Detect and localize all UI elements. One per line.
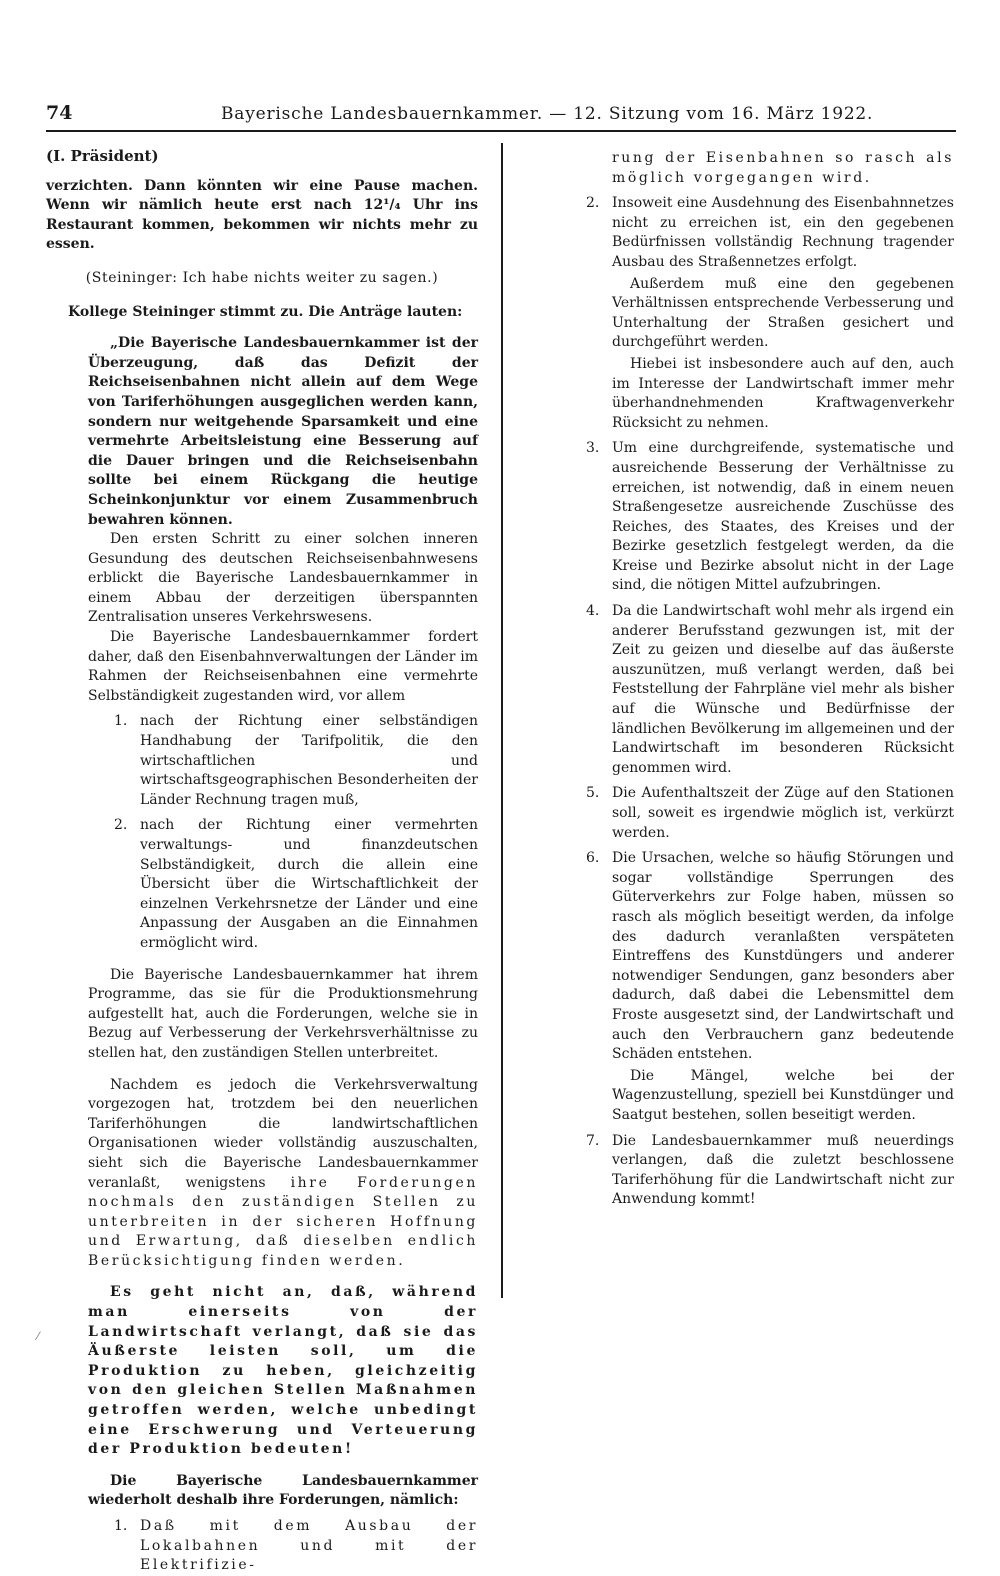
demand-item <box>586 602 954 778</box>
list-number: 7. <box>586 1132 600 1149</box>
spaced-text: ihre Forderungen nochmals den zuständigen Stellen zu unterbreiten in der sicheren Hoffnung und Erwartung, daß dieselben endlich Berücksichtigung finden werden. <box>88 1174 478 1269</box>
list-subparagraph: Die Mängel, welche bei der Wagenzustellung, speziell bei Kunstdünger und Saatgut bestehen, sollen beseitigt werden. <box>612 1067 954 1123</box>
continued-text: rung der Eisenbahnen so rasch als möglich vorgegangen wird. <box>612 150 954 186</box>
list-text: Daß mit dem Ausbau der Lokalbahnen und mit der Elektrifizie- <box>140 1518 478 1574</box>
list-text-main: Da die Landwirtschaft wohl mehr als irgend ein anderer Berufsstand gezwungen ist, mit der Zeit zu geizen und dieselbe auf das äußerste auszunützen, muß verlangt werden, daß bei Feststellung der Fahrpläne viel mehr als bisher auf die Wünsche und Bedürfnisse der ländlichen Bevölkerung im allgemeinen und der Landwirtschaft im besonderen Rücksicht genommen wird. <box>612 603 954 776</box>
motions-intro: Kollege Steininger stimmt zu. Die Anträge lauten: <box>68 303 463 320</box>
list-text-main: Insoweit eine Ausdehnung des Eisenbahnnetzes nicht zu erreichen ist, ein den gegebenen Bedürfnissen vollständig Rechnung tragender Ausbau des Straßennetzes erfolgt. <box>612 195 954 270</box>
list-number: 6. <box>586 850 600 867</box>
list-text <box>612 784 954 843</box>
list-number: 4. <box>586 603 600 620</box>
margin-mark: ⁄ <box>37 1330 39 1343</box>
list-text <box>612 194 954 433</box>
list-text-main: Die Landesbauernkammer muß neuerdings verlangen, daß die zuletzt beschlossene Tariferhöhung für die Landwirtschaft nicht zur Anwendung kommt! <box>612 1132 954 1208</box>
quote-paragraph: Die Bayerische Landesbauernkammer hat ihrem Programme, das sie für die Produktionsmehrung aufgestellt hat, auch die Forderungen, welche sie in Bezug auf Verbesserung der Verkehrsverhältnisse zu stellen hat, den zuständigen Stellen unterbreitet. <box>88 966 478 1061</box>
list-text-main: Die Ursachen, welche so häufig Störungen und sogar vollständige Sperrungen des Güterverkehrs zur Folge haben, müssen so rasch als möglich beseitigt werden, da infolge des dadurch veranlaßten verspäteten Eintreffens des Kunstdüngers und anderer notwendiger Sendungen, ganz besonders aber dadurch, daß dabei die Lebensmittel dem Froste ausgesetzt sind, der Landwirtschaft und auch den Verbrauchern ganz bedeutende Schäden entstehen. <box>612 850 954 1063</box>
list-text-main: Um eine durchgreifende, systematische und ausreichende Besserung der Verhältnisse zu erreichen, ist notwendig, daß in einem neuen Straßengesetze ausreichende Zuschüsse des Reiches, des Staates, des Kreises und der Bezirke gesetzlich festgelegt werden, da die Kreise und Bezirke absolut nicht in der Lage sind, die nötigen Mittel aufzubringen. <box>612 440 954 594</box>
motion-quote <box>88 334 478 1576</box>
list-number: 1. <box>114 1518 128 1534</box>
list-subparagraph: Hiebei ist insbesondere auch auf den, auch im Interesse der Landwirtschaft immer mehr überhandnehmenden Kraftwagenverkehr Rücksicht zu nehmen. <box>612 355 954 431</box>
demand-item <box>586 1132 954 1210</box>
quote-paragraph: Die Bayerische Landesbauernkammer wiederholt deshalb ihre Forderungen, nämlich: <box>88 1472 478 1509</box>
list-number: 2. <box>114 817 128 834</box>
list-text <box>612 849 954 1125</box>
interjection: (Steininger: Ich habe nichts weiter zu sagen.) <box>85 269 439 286</box>
column-divider <box>501 143 503 1298</box>
right-column <box>586 149 954 1210</box>
quote-paragraph: „Die Bayerische Landesbauernkammer ist der Überzeugung, daß das Defizit der Reichseisenbahnen nicht allein auf dem Wege von Tariferhöhungen ausgeglichen werden kann, sondern nur weitgehende Sparsamkeit und eine vermehrte Arbeitsleistung eine Besserung auf die Dauer bringen und die Reichseisenbahn sollte bei einem Rückgang die heutige Scheinkonjunktur vor einem Zusammenbruch bewahren können. <box>88 335 478 528</box>
quote-paragraph <box>88 1076 478 1272</box>
page-header <box>46 100 956 132</box>
list-text <box>612 1132 954 1210</box>
left-column <box>46 147 478 1576</box>
running-title: Bayerische Landesbauernkammer. — 12. Sitzung vom 16. März 1922. <box>221 104 874 124</box>
list-number: 1. <box>114 713 128 730</box>
quote-paragraph: Es geht nicht an, daß, während man einerseits von der Landwirtschaft verlangt, daß sie das Äußerste leisten soll, um die Produktion zu heben, gleichzeitig von den gleichen Stellen Maßnahmen getroffen werden, welche unbedingt eine Erschwerung und Verteuerung der Produktion bedeuten! <box>88 1284 478 1458</box>
quote-paragraph: Die Bayerische Landesbauernkammer fordert daher, daß den Eisenbahnverwaltungen der Länder im Rahmen der Reichseisenbahnen eine vermehrte Selbständigkeit zugestanden wird, vor allem <box>88 629 478 704</box>
demand-item <box>586 194 954 433</box>
demand-item <box>586 849 954 1125</box>
speaker-tag: (I. Präsident) <box>46 147 159 165</box>
list-text <box>612 439 954 596</box>
quote-list-item <box>114 816 478 953</box>
quote-list-item <box>114 712 478 810</box>
demand-item <box>586 784 954 843</box>
list-text <box>612 602 954 778</box>
list-subparagraph: Außerdem muß eine den gegebenen Verhältnissen entsprechende Verbesserung und Unterhaltung der Straßen gesichert und durchgeführt werden. <box>612 275 954 351</box>
list-text: nach der Richtung einer selbständigen Handhabung der Tarifpolitik, die den wirtschaftlichen und wirtschaftsgeographischen Besonderheiten der Länder Rechnung tragen muß, <box>140 713 478 808</box>
page-number: 74 <box>46 102 73 124</box>
list-number: 5. <box>586 785 600 802</box>
list-text-main: Die Aufenthaltszeit der Züge auf den Stationen soll, soweit es irgendwie möglich ist, verkürzt werden. <box>612 785 954 841</box>
demand-item-start <box>114 1517 478 1576</box>
list-number: 2. <box>586 195 600 212</box>
opening-paragraph: verzichten. Dann könnten wir eine Pause machen. Wenn wir nämlich heute erst nach 12¹/₄ Uhr ins Restaurant kommen, bekommen wir nichts mehr zu essen. <box>46 177 478 253</box>
text-run: Nachdem es jedoch die Verkehrsverwaltung vorgezogen hat, trotzdem bei den neuerlichen Tariferhöhungen die landwirtschaftlichen Organisationen wieder vollständig auszuschalten, sieht sich die Bayerische Landesbauernkammer veranlaßt, wenigstens <box>88 1076 478 1191</box>
demand-item <box>586 439 954 596</box>
quote-paragraph: Den ersten Schritt zu einer solchen inneren Gesundung des deutschen Reichseisenbahnwesens erblickt die Bayerische Landesbauernkammer in einem Abbau der derzeitigen überspannten Zentralisation unseres Verkehrswesens. <box>88 531 478 626</box>
list-number: 3. <box>586 440 600 457</box>
list-text: nach der Richtung einer vermehrten verwaltungs- und finanzdeutschen Selbständigkeit, durch die allein eine Übersicht über die Wirtschaftlichkeit der einzelnen Verkehrsnetze der Länder und eine Anpassung der Ausgaben an die Einnahmen ermöglicht wird. <box>140 817 478 951</box>
demand-list <box>586 194 954 1210</box>
